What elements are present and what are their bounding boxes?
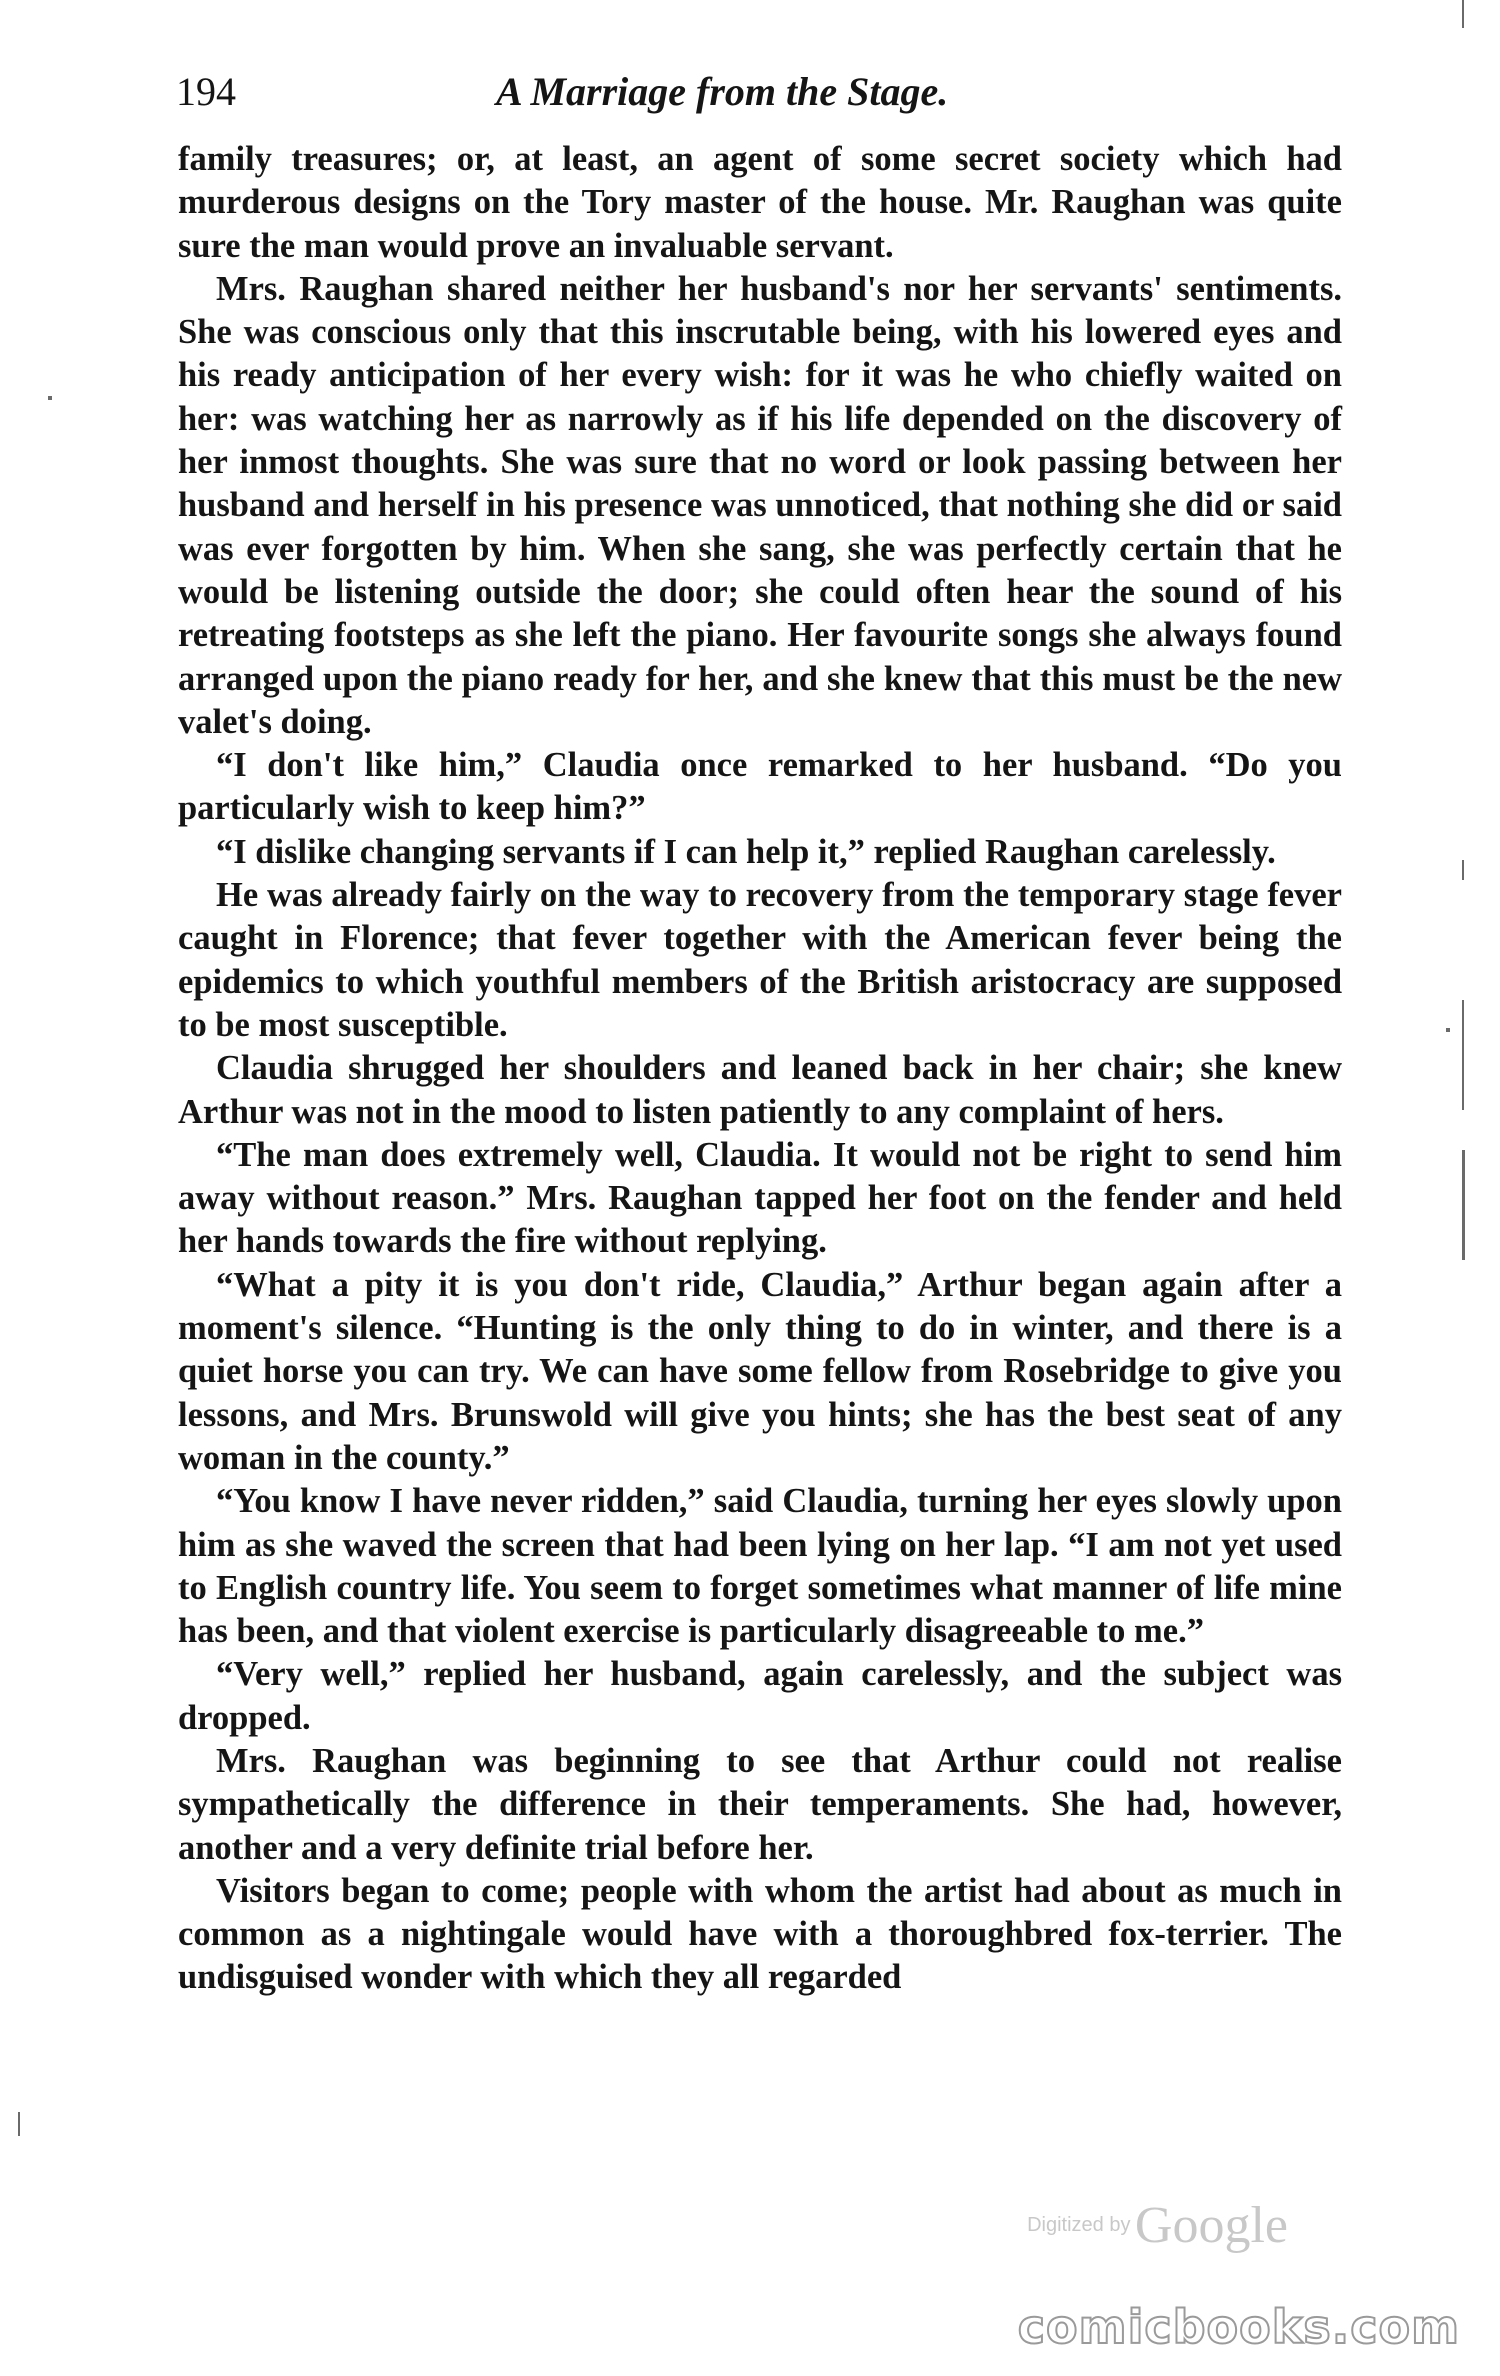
paragraph: Mrs. Raughan was beginning to see that Arthur could not realise sympathetically the difference in their temperaments. She had, however, another and a very definite trial before her. bbox=[178, 1741, 1342, 1867]
margin-mark bbox=[1462, 0, 1464, 28]
paragraph: Mrs. Raughan shared neither her husband's nor her servants' sentiments. She was conscious only that this inscrutable being, with his lowered eyes and his ready anticipation of her every wish: for it was he who chiefly waited on her: was watching her as narrowly as if his life depended on the discovery of her inmost thoughts. She was sure that no word or look passing between her husband and herself in his presence was unnoticed, that nothing she did or said was ever forgotten by him. When she sang, she was perfectly certain that he would be listening outside the door; she could often hear the sound of his retreating footsteps as she left the piano. Her favourite songs she always found arranged upon the piano ready for her, and she knew that this must be the new valet's doing. bbox=[178, 269, 1342, 741]
margin-mark bbox=[1446, 1028, 1450, 1032]
paragraph: “You know I have never ridden,” said Claudia, turning her eyes slowly upon him as she waved the screen that had been lying on her lap. “I am not yet used to English country life. You seem to forget sometimes what manner of life mine has been, and that violent exercise is particularly disagreeable to me.” bbox=[178, 1482, 1342, 1651]
paragraph: Claudia shrugged her shoulders and leaned back in her chair; she knew Arthur was not in the mood to listen patiently to any complaint of hers. bbox=[178, 1049, 1342, 1131]
running-title: A Marriage from the Stage. bbox=[496, 69, 949, 114]
paragraph: family treasures; or, at least, an agent of some secret society which had murderous designs on the Tory master of the house. Mr. Raughan was quite sure the man would prove an invaluable servant. bbox=[178, 140, 1342, 265]
margin-mark bbox=[1462, 860, 1464, 880]
paragraph: “I dislike changing servants if I can help it,” replied Raughan carelessly. bbox=[216, 832, 1276, 871]
digitized-label: Digitized by bbox=[1027, 2214, 1131, 2236]
paragraph: “Very well,” replied her husband, again carelessly, and the subject was dropped. bbox=[178, 1655, 1342, 1737]
body-text bbox=[178, 138, 1342, 2000]
paragraph: “What a pity it is you don't ride, Claudia,” Arthur began again after a moment's silence. “Hunting is the only thing to do in winter, and there is a quiet horse you can try. We can have some fellow from Rosebridge to give you lessons, and Mrs. Brunswold will give you hints; she has the best seat of any woman in the county.” bbox=[178, 1265, 1342, 1477]
margin-mark bbox=[1462, 1150, 1465, 1260]
margin-mark bbox=[1462, 1000, 1464, 1110]
paragraph: Visitors began to come; people with whom the artist had about as much in common as a nightingale would have with a thoroughbred fox-terrier. The undisguised wonder with which they all regarded bbox=[178, 1871, 1342, 1997]
paragraph: “The man does extremely well, Claudia. It would not be right to send him away without reason.” Mrs. Raughan tapped her foot on the fender and held her hands towards the fire without replying. bbox=[178, 1135, 1342, 1261]
paragraph: He was already fairly on the way to recovery from the temporary stage fever caught in Florence; that fever together with the American fever being the epidemics to which youthful members of the British aristocracy are supposed to be most susceptible. bbox=[178, 876, 1342, 1044]
margin-mark bbox=[48, 396, 52, 400]
google-logo: Google bbox=[1134, 2197, 1288, 2254]
site-watermark: comicbooks.com bbox=[1017, 2300, 1460, 2354]
paragraph: “I don't like him,” Claudia once remarked to her husband. “Do you particularly wish to keep him?” bbox=[178, 746, 1342, 828]
margin-mark bbox=[18, 2112, 20, 2136]
page-number: 194 bbox=[176, 69, 236, 114]
google-watermark bbox=[1027, 2196, 1288, 2255]
running-head bbox=[176, 62, 1336, 122]
